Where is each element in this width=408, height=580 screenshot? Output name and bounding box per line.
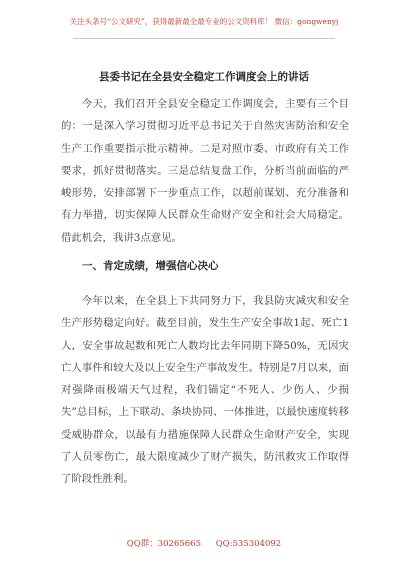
section-paragraph: 今年以来，在全县上下共同努力下，我县防灾减灾和安全生产形势稳定向好。截至目前，发生生产安全事故1起、死亡1人，安全事故起数和死亡人数均比去年同期下降50%，无因灾亡人事件和较大及以上安全生产事故发生。特别是7月以来，面对强降雨极端天气过程，我们锚定“不死人、少伤人、少损失”总目标，上下联动、条块协同、一体推进，以最快速度转移受威胁群众，以最有力措施保障人民群众生命财产安全，实现了人员零伤亡，最大限度减少了财产损失，防汛救灾工作取得了阶段性胜利。 — [61, 295, 349, 486]
document-title: 县委书记在全县安全稳定工作调度会上的讲话 — [99, 71, 309, 83]
promo-banner: 关注头条号“公文研究”，获得最新最全最专业的公文资料库！ 微信：gongwenyj — [69, 17, 339, 26]
footer-qq: QQ:535304092 — [215, 539, 282, 549]
header-divider — [73, 38, 335, 39]
intro-paragraph: 今天，我们召开全县安全稳定工作调度会，主要有三个目的：一是深入学习贯彻习近平总书记关于自然灾害防治和安全生产工作重要指示批示精神。二是对照市委、市政府有关工作要求，抓好贯彻落实。三是总结复盘工作，分析当前面临的严峻形势，安排部署下一步重点工作，以超前谋划、充分准备和有力举措，切实保障人民群众生命财产安全和社会大局稳定。借此机会，我讲3点意见。 — [61, 98, 349, 244]
footer-qq-group: QQ群：30265665 — [126, 539, 201, 549]
section-heading: 一、肯定成绩，增强信心决心 — [82, 260, 219, 272]
footer-contact — [0, 537, 408, 549]
